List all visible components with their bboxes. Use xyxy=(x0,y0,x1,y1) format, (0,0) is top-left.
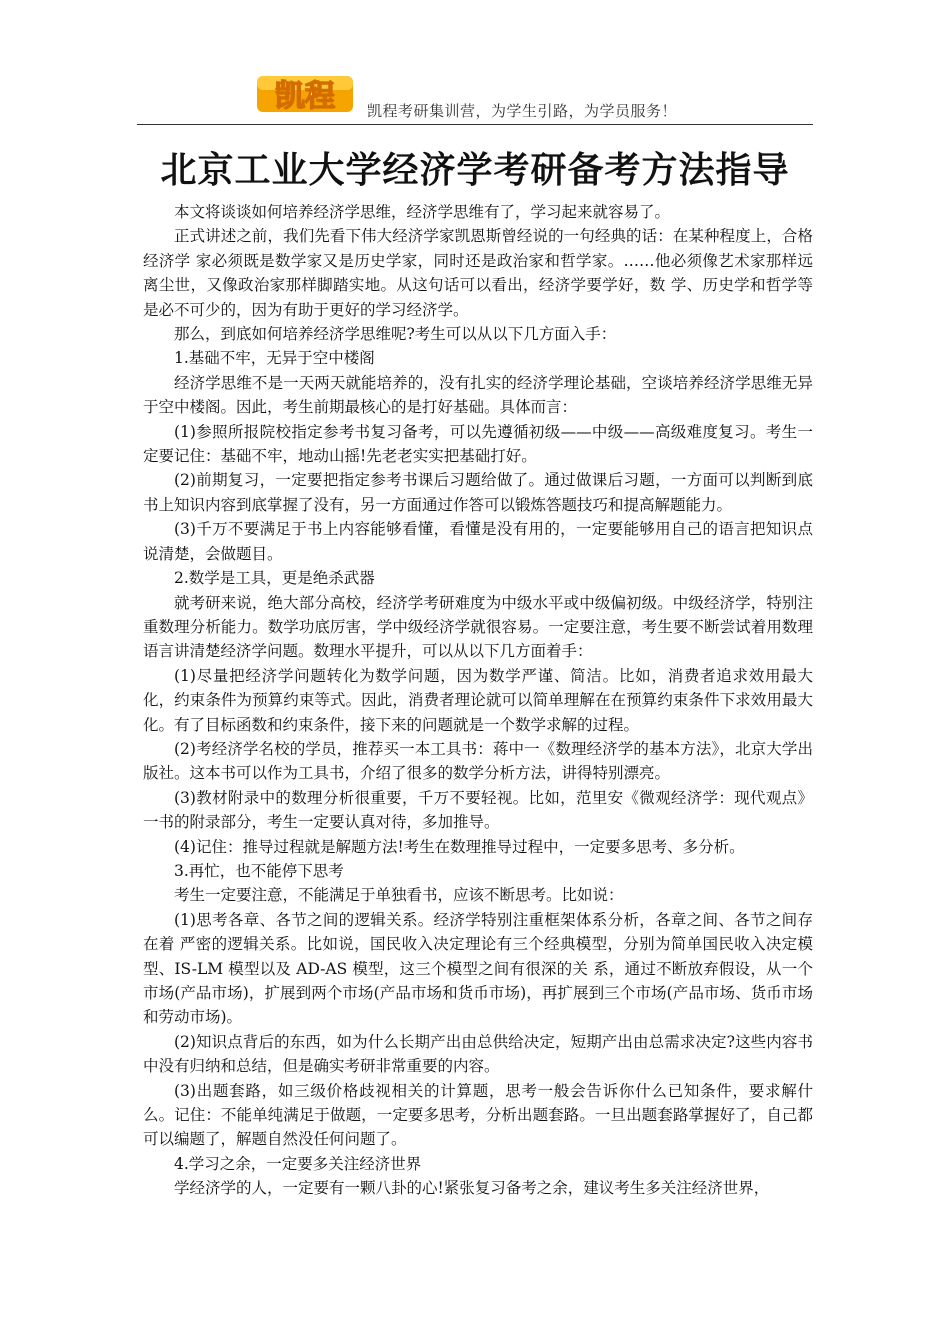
section-heading: 2.数学是工具，更是绝杀武器 xyxy=(174,569,375,588)
logo-text: 凯程 xyxy=(275,79,335,114)
paragraph: (3)教材附录中的数理分析很重要，千万不要轻视。比如，范里安《微观经济学：现代观点》 一书的附录部分，考生一定要认真对待，多加推导。 xyxy=(143,788,813,832)
paragraph: 考生一定要注意，不能满足于单独看书，应该不断思考。比如说： xyxy=(174,886,624,905)
document-title: 北京工业大学经济学考研备考方法指导 xyxy=(160,150,790,191)
kaicheng-logo xyxy=(255,70,355,118)
paragraph: 那么，到底如何培养经济学思维呢?考生可以从以下几方面入手： xyxy=(174,325,617,344)
document-body xyxy=(143,200,813,1201)
paragraph: (3)千万不要满足于书上内容能够看懂，看懂是没有用的，一定要能够用自己的语言把知识点说清楚，会做题目。 xyxy=(143,520,813,563)
paragraph: 经济学思维不是一天两天就能培养的，没有扎实的经济学理论基础，空谈培养经济学思维无异于空中楼阁。因此，考生前期最核心的是打好基础。具体而言： xyxy=(143,373,813,417)
paragraph: 就考研来说，绝大部分高校，经济学考研难度为中级水平或中级偏初级。中级经济学，特别注重数理分析能力。数学功底厉害，学中级经济学就很容易。一定要注意，考生要不断尝试着用数理语言讲清楚经济学问题。数理水平提升，可以从以下几方面着手： xyxy=(143,593,813,661)
section-heading: 1.基础不牢，无异于空中楼阁 xyxy=(174,349,375,368)
header-tagline: 凯程考研集训营，为学生引路，为学员服务！ xyxy=(367,102,678,120)
paragraph: (4)记住：推导过程就是解题方法!考生在数理推导过程中，一定要多思考、多分析。 xyxy=(174,837,745,856)
page-header xyxy=(137,60,813,125)
paragraph: (1)尽量把经济学问题转化为数学问题，因为数学严谨、简洁。比如，消费者追求效用最大化，约束条件为预算约束等式。因此，消费者理论就可以简单理解在在预算约束条件下求效用最大化。有了目标函数和约束条件，接下来的问题就是一个数学求解的过程。 xyxy=(143,666,813,734)
paragraph: (2)知识点背后的东西，如为什么长期产出由总供给决定，短期产出由总需求决定?这些内容书中没有归纳和总结，但是确实考研非常重要的内容。 xyxy=(143,1032,813,1076)
paragraph: 正式讲述之前，我们先看下伟大经济学家凯恩斯曾经说的一句经典的话：在某种程度上，合格经济学 家必须既是数学家又是历史学家，同时还是政治家和哲学家。……他必须像艺术家那样远离尘世，又像政治家那样脚踏实地。从这句话可以看出，经济学要学好，数 学、历史学和哲学等是必不可少的，因为有助于更好的学习经济学。 xyxy=(143,227,813,319)
section-heading: 4.学习之余，一定要多关注经济世界 xyxy=(174,1154,422,1173)
paragraph: (1)参照所报院校指定参考书复习备考，可以先遵循初级——中级——高级难度复习。考生一定要记住：基础不牢，地动山摇!先老老实实把基础打好。 xyxy=(143,422,813,466)
paragraph: (2)前期复习，一定要把指定参考书课后习题给做了。通过做课后习题，一方面可以判断到底书上知识内容到底掌握了没有，另一方面通过作答可以锻炼答题技巧和提高解题能力。 xyxy=(143,471,813,514)
paragraph: (2)考经济学名校的学员，推荐买一本工具书：蒋中一《数理经济学的基本方法》，北京大学出版社。这本书可以作为工具书，介绍了很多的数学分析方法，讲得特别漂亮。 xyxy=(143,739,813,783)
paragraph: 本文将谈谈如何培养经济学思维，经济学思维有了，学习起来就容易了。 xyxy=(174,203,671,221)
section-heading: 3.再忙，也不能停下思考 xyxy=(174,861,344,880)
paragraph: (3)出题套路，如三级价格歧视相关的计算题，思考一般会告诉你什么已知条件，要求解什么。记住：不能单纯满足于做题，一定要多思考，分析出题套路。一旦出题套路掌握好了，自己都可以编题了，解题自然没任何问题了。 xyxy=(143,1081,813,1149)
paragraph: (1)思考各章、各节之间的逻辑关系。经济学特别注重框架体系分析，各章之间、各节之间存在着 严密的逻辑关系。比如说，国民收入决定理论有三个经典模型，分别为简单国民收入决定模型、IS-LM 模型以及 AD-AS 模型，这三个模型之间有很深的关 系，通过不断放弃假设，从一个市场(产品市场)，扩展到两个市场(产品市场和货币市场)，再扩展到三个市场(产品市场、货币市场和劳动市场)。 xyxy=(143,910,813,1027)
paragraph: 学经济学的人，一定要有一颗八卦的心!紧张复习备考之余，建议考生多关注经济世界， xyxy=(174,1179,770,1198)
